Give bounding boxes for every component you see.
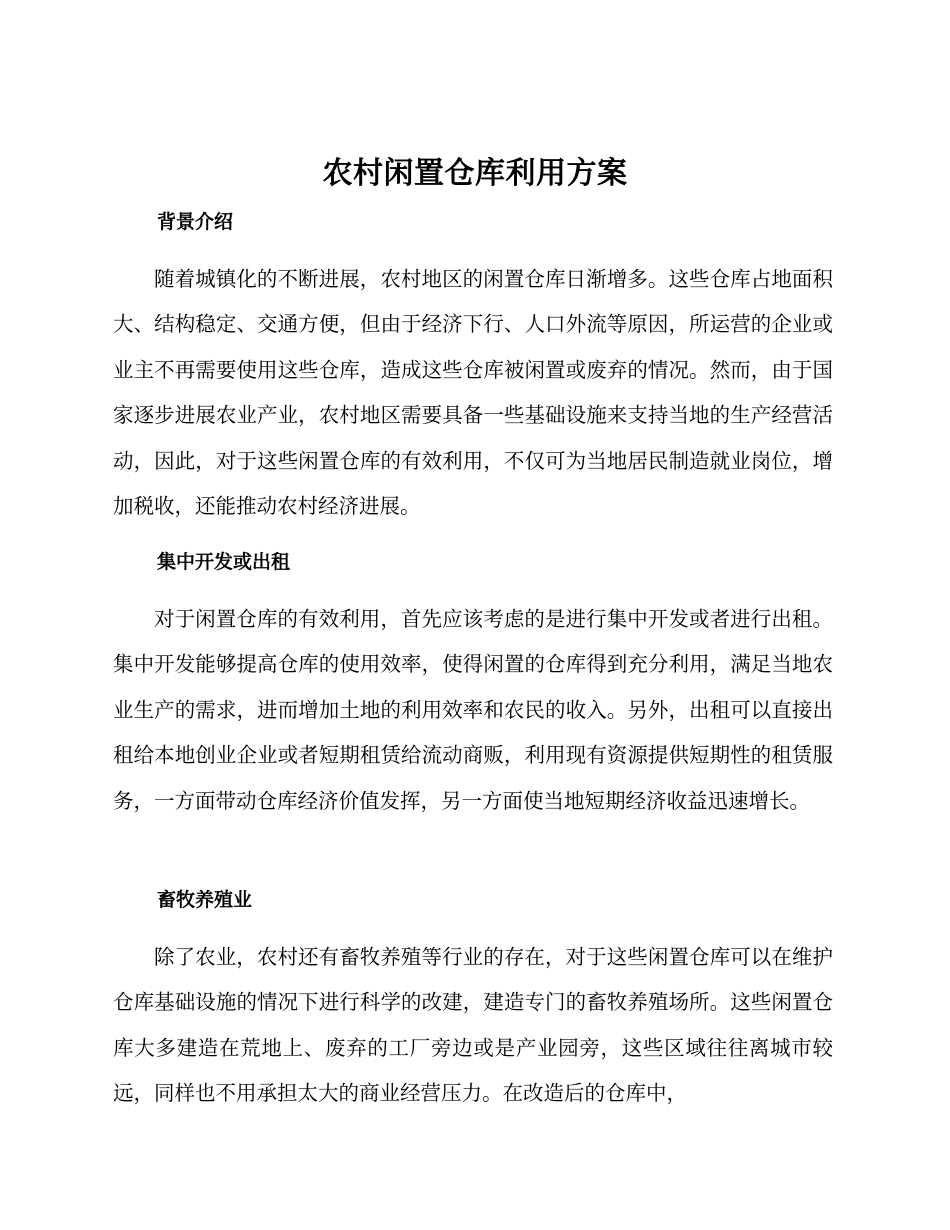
section-paragraph-livestock: 除了农业，农村还有畜牧养殖等行业的存在，对于这些闲置仓库可以在维护仓库基础设施的情况下进行科学的改建，建造专门的畜牧养殖场所。这些闲置仓库大多建造在荒地上、废弃的工厂旁边或是产业园旁，这些区域往往离城市较远，同样也不用承担太大的商业经营压力。在改造后的仓库中， — [113, 945, 833, 1106]
section-heading-development-or-lease: 集中开发或出租 — [157, 551, 291, 573]
section-paragraph-development-or-lease: 对于闲置仓库的有效利用，首先应该考虑的是进行集中开发或者进行出租。集中开发能够提高仓库的使用效率，使得闲置的仓库得到充分利用，满足当地农业生产的需求，进而增加土地的利用效率和农民的收入。另外，出租可以直接出租给本地创业企业或者短期租赁给流动商贩，利用现有资源提供短期性的租赁服务，一方面带动仓库经济价值发挥，另一方面使当地短期经济收益迅速增长。 — [113, 607, 833, 813]
section-paragraph-background: 随着城镇化的不断进展，农村地区的闲置仓库日渐增多。这些仓库占地面积大、结构稳定、交通方便，但由于经济下行、人口外流等原因，所运营的企业或业主不再需要使用这些仓库，造成这些仓库被闲置或废弃的情况。然而，由于国家逐步进展农业产业，农村地区需要具备一些基础设施来支持当地的生产经营活动，因此，对于这些闲置仓库的有效利用，不仅可为当地居民制造就业岗位，增加税收，还能推动农村经济进展。 — [113, 267, 833, 519]
section-heading-background: 背景介绍 — [157, 211, 234, 233]
document-title: 农村闲置仓库利用方案 — [322, 156, 628, 191]
section-heading-livestock: 畜牧养殖业 — [157, 889, 253, 911]
